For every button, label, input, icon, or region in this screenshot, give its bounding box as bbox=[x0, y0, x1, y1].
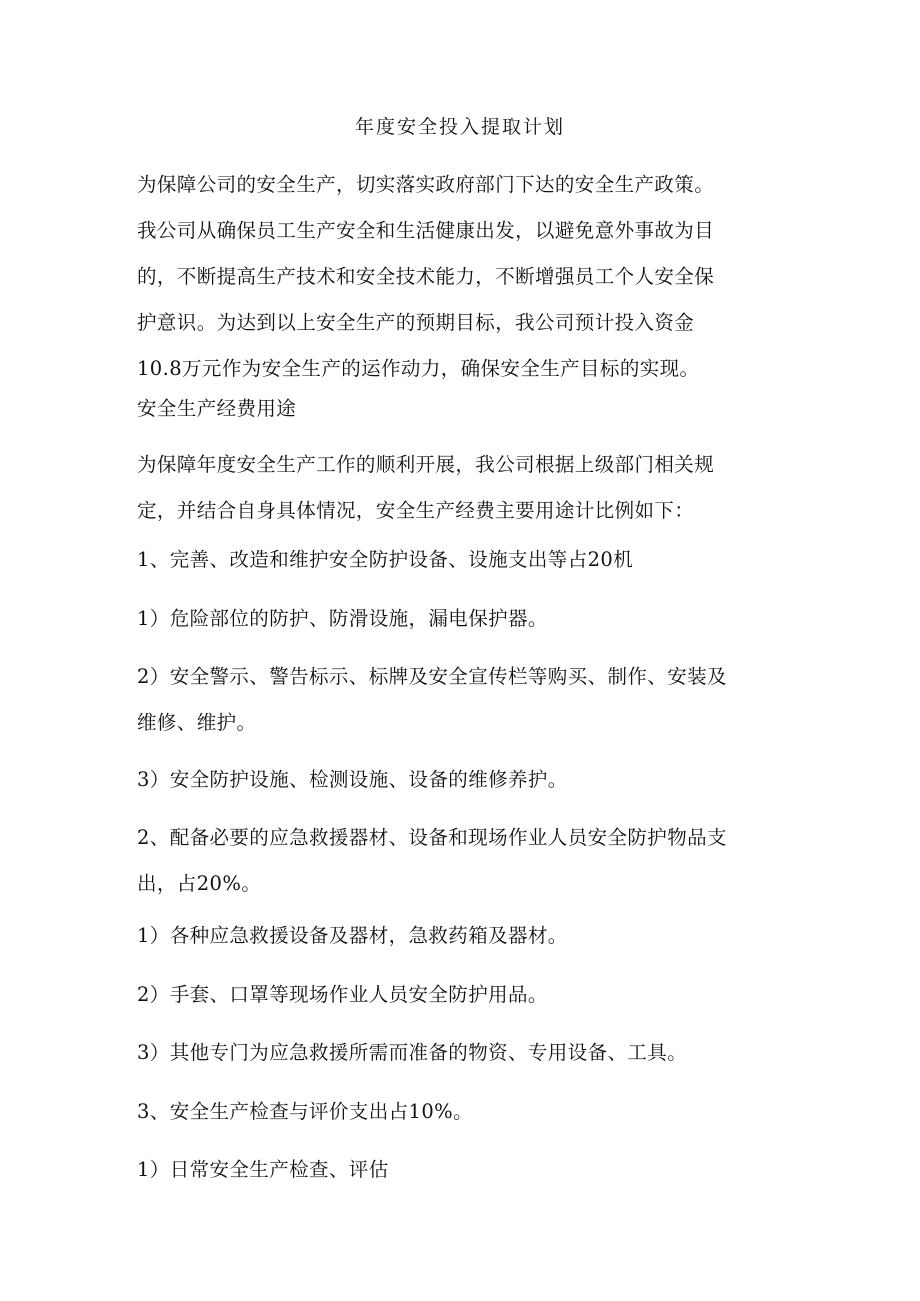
document-title: 年度安全投入提取计划 bbox=[354, 116, 565, 138]
item-1-sub-2-line: 2）安全警示、警告标示、标牌及安全宣传栏等购买、制作、安装及 bbox=[137, 665, 727, 688]
intro-line: 为保障公司的安全生产，切实落实政府部门下达的安全生产政策。 bbox=[137, 173, 715, 196]
item-1-sub-3: 3）安全防护设施、检测设施、设备的维修养护。 bbox=[137, 768, 568, 791]
section-heading: 安全生产经费用途 bbox=[137, 397, 297, 420]
item-1-sub-2-line: 维修、维护。 bbox=[137, 711, 257, 734]
intro-line: 的，不断提高生产技术和安全技术能力，不断增强员工个人安全保 bbox=[137, 265, 715, 288]
item-2-line: 出，占20%。 bbox=[137, 872, 262, 895]
section-intro-line: 定，并结合自身具体情况，安全生产经费主要用途计比例如下： bbox=[137, 499, 695, 522]
item-2-line: 2、配备必要的应急救援器材、设备和现场作业人员安全防护物品支 bbox=[137, 826, 727, 849]
item-3-sub-1: 1）日常安全生产检查、评估 bbox=[137, 1158, 389, 1181]
item-3: 3、安全生产检查与评价支出占10%。 bbox=[137, 1100, 473, 1123]
item-1-sub-1: 1）危险部位的防护、防滑设施，漏电保护器。 bbox=[137, 607, 548, 630]
item-2 bbox=[137, 815, 787, 907]
item-2-sub-3: 3）其他专门为应急救援所需而准备的物资、专用设备、工具。 bbox=[137, 1041, 688, 1064]
intro-line: 护意识。为达到以上安全生产的预期目标，我公司预计投入资金 bbox=[137, 311, 695, 334]
item-1: 1、完善、改造和维护安全防护设备、设施支出等占20机 bbox=[137, 548, 634, 571]
section-intro-line: 为保障年度安全生产工作的顺利开展，我公司根据上级部门相关规 bbox=[137, 453, 715, 476]
intro-line: 10.8万元作为安全生产的运作动力，确保安全生产目标的实现。 bbox=[137, 357, 700, 380]
section-intro-paragraph bbox=[137, 442, 787, 534]
intro-paragraph bbox=[137, 162, 787, 392]
intro-line: 我公司从确保员工生产安全和生活健康出发，以避免意外事故为目 bbox=[137, 219, 715, 242]
item-2-sub-2: 2）手套、口罩等现场作业人员安全防护用品。 bbox=[137, 983, 548, 1006]
item-2-sub-1: 1）各种应急救援设备及器材，急救药箱及器材。 bbox=[137, 924, 568, 947]
item-1-sub-2 bbox=[137, 654, 787, 746]
